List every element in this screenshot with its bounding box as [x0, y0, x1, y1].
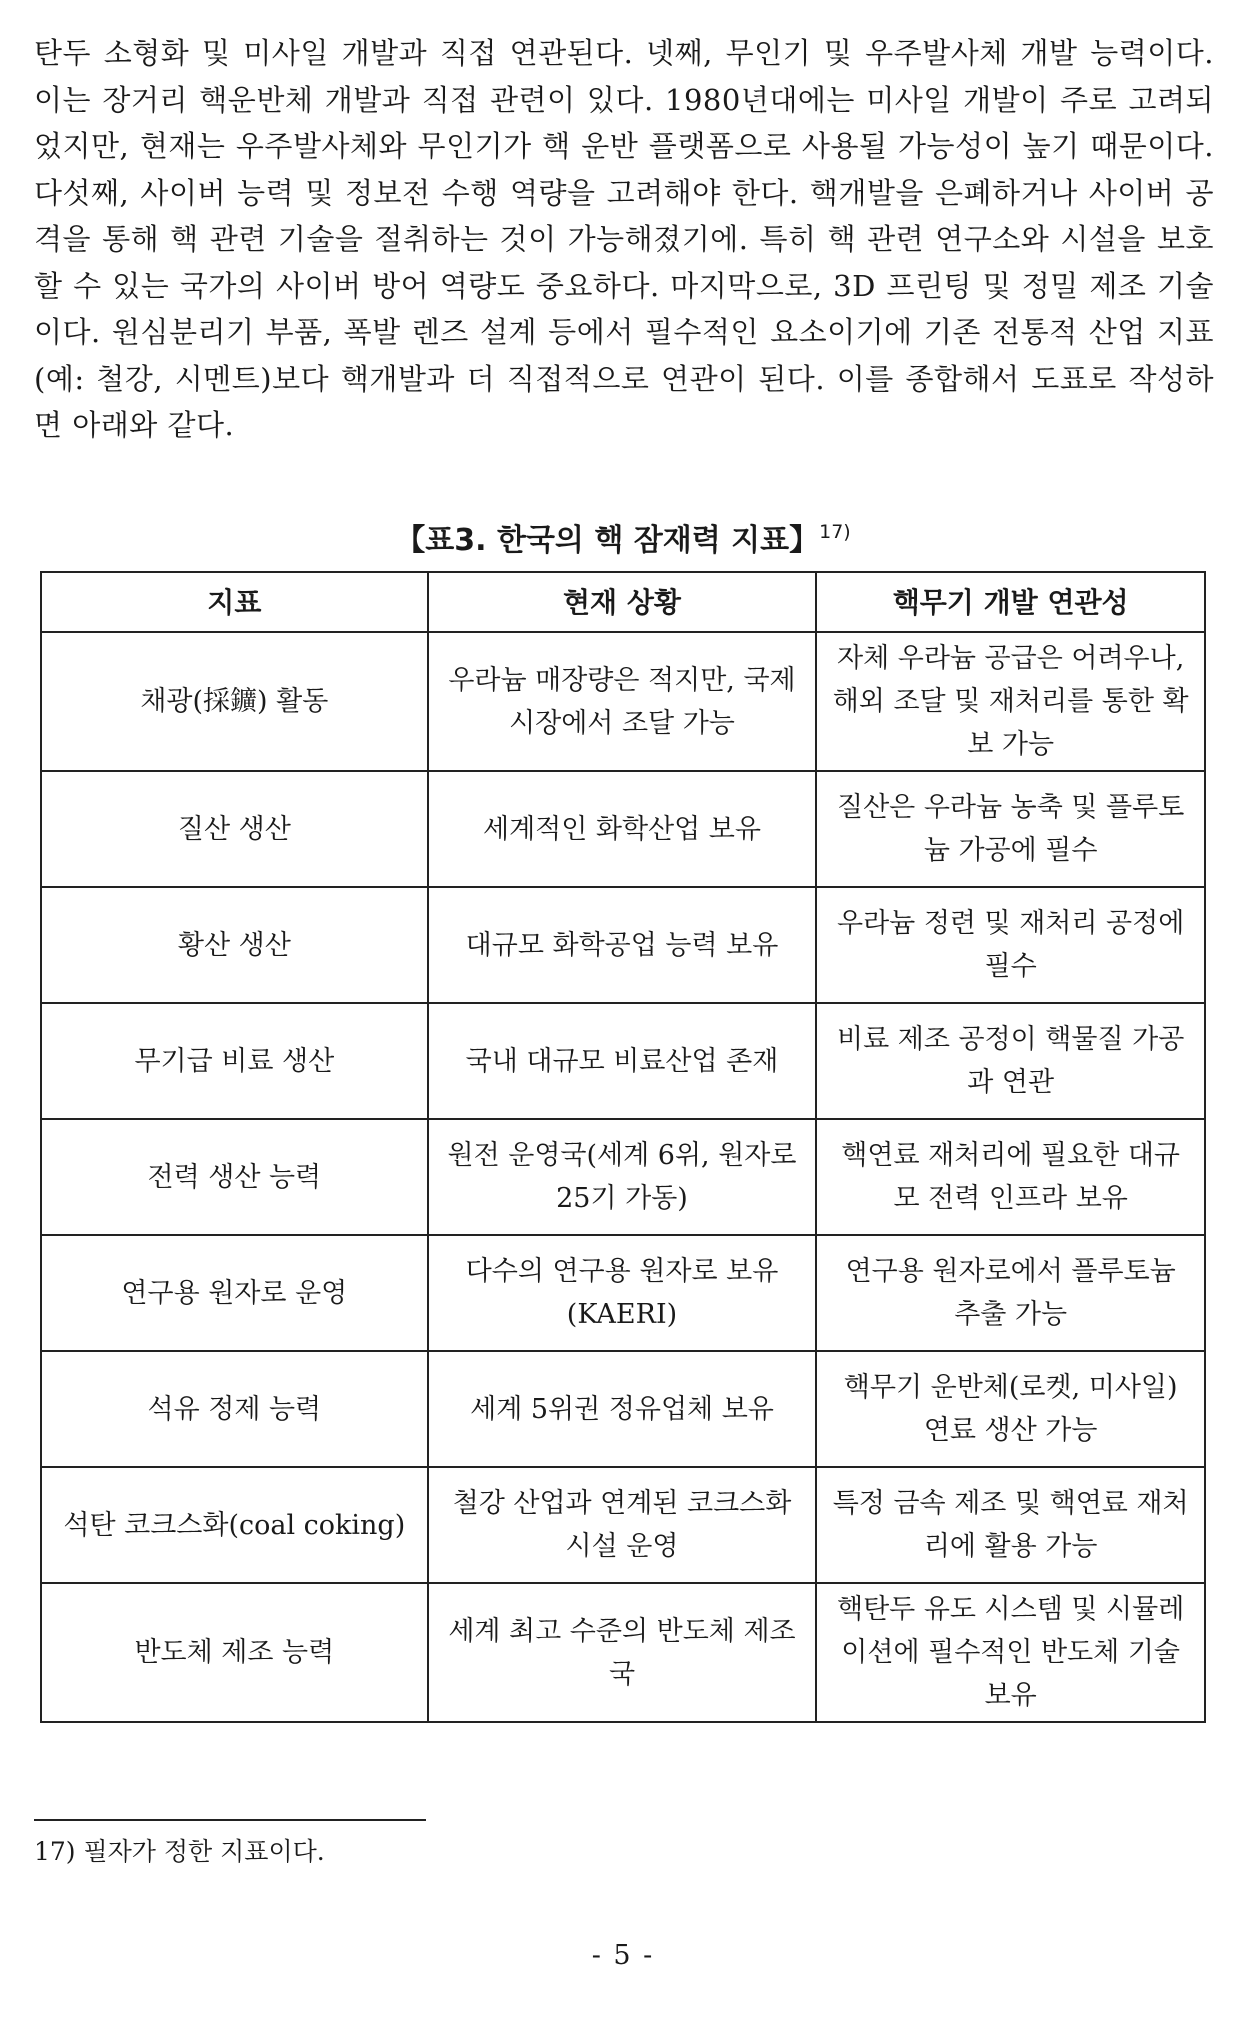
table-caption-text: 【표3. 한국의 핵 잠재력 지표】: [395, 523, 820, 558]
status-cell: 우라늄 매장량은 적지만, 국제 시장에서 조달 가능: [428, 632, 817, 771]
status-cell: 국내 대규모 비료산업 존재: [428, 1003, 817, 1119]
footnote-reference: 17): [819, 521, 851, 543]
indicator-cell: 황산 생산: [41, 887, 428, 1003]
table-row: [41, 1119, 1205, 1235]
indicator-cell: 반도체 제조 능력: [41, 1583, 428, 1722]
table-row: [41, 887, 1205, 1003]
table-row: [41, 632, 1205, 771]
table-row: [41, 1583, 1205, 1722]
table-row: [41, 1003, 1205, 1119]
indicator-cell: 전력 생산 능력: [41, 1119, 428, 1235]
table-header-row: [41, 572, 1205, 632]
page-number: - 5 -: [591, 1940, 655, 1971]
status-cell: 대규모 화학공업 능력 보유: [428, 887, 817, 1003]
status-cell: 세계 최고 수준의 반도체 제조국: [428, 1583, 817, 1722]
header-indicator: 지표: [41, 572, 428, 632]
relevance-cell: 연구용 원자로에서 플루토늄 추출 가능: [816, 1235, 1205, 1351]
status-cell: 다수의 연구용 원자로 보유 (KAERI): [428, 1235, 817, 1351]
status-cell: 원전 운영국(세계 6위, 원자로 25기 가동): [428, 1119, 817, 1235]
status-cell: 세계적인 화학산업 보유: [428, 771, 817, 887]
table-row: [41, 771, 1205, 887]
relevance-cell: 핵연료 재처리에 필요한 대규모 전력 인프라 보유: [816, 1119, 1205, 1235]
relevance-cell: 비료 제조 공정이 핵물질 가공과 연관: [816, 1003, 1205, 1119]
relevance-cell: 자체 우라늄 공급은 어려우나, 해외 조달 및 재처리를 통한 확보 가능: [816, 632, 1205, 771]
status-cell: 세계 5위권 정유업체 보유: [428, 1351, 817, 1467]
indicator-cell: 채광(採鑛) 활동: [41, 632, 428, 771]
indicator-cell: 석유 정제 능력: [41, 1351, 428, 1467]
body-paragraph: 탄두 소형화 및 미사일 개발과 직접 연관된다. 넷째, 무인기 및 우주발사체 개발 능력이다. 이는 장거리 핵운반체 개발과 직접 관련이 있다. 1980년대에는 미사일 개발이 주로 고려되었지만, 현재는 우주발사체와 무인기가 핵 운반 플랫폼으로 사용될 가능성이 높기 때문이다. 다섯째, 사이버 능력 및 정보전 수행 역량을 고려해야 한다. 핵개발을 은폐하거나 사이버 공격을 통해 핵 관련 기술을 절취하는 것이 가능해졌기에. 특히 핵 관련 연구소와 시설을 보호할 수 있는 국가의 사이버 방어 역량도 중요하다. 마지막으로, 3D 프린팅 및 정밀 제조 기술이다. 원심분리기 부품, 폭발 렌즈 설계 등에서 필수적인 요소이기에 기존 전통적 산업 지표(예: 철강, 시멘트)보다 핵개발과 더 직접적으로 연관이 된다. 이를 종합해서 도표로 작성하면 아래와 같다.: [34, 36, 1214, 442]
header-current-status: 현재 상황: [428, 572, 817, 632]
footnote-divider: [34, 1819, 426, 1821]
relevance-cell: 핵탄두 유도 시스템 및 시뮬레이션에 필수적인 반도체 기술 보유: [816, 1583, 1205, 1722]
status-cell: 철강 산업과 연계된 코크스화 시설 운영: [428, 1467, 817, 1583]
table-row: [41, 1351, 1205, 1467]
footnote: 17) 필자가 정한 지표이다.: [34, 1837, 325, 1866]
relevance-cell: 우라늄 정련 및 재처리 공정에 필수: [816, 887, 1205, 1003]
indicator-cell: 연구용 원자로 운영: [41, 1235, 428, 1351]
indicator-cell: 질산 생산: [41, 771, 428, 887]
nuclear-potential-indicators-table: [40, 571, 1206, 1723]
relevance-cell: 질산은 우라늄 농축 및 플루토늄 가공에 필수: [816, 771, 1205, 887]
table-caption: [0, 515, 1246, 559]
indicator-cell: 석탄 코크스화(coal coking): [41, 1467, 428, 1583]
indicator-cell: 무기급 비료 생산: [41, 1003, 428, 1119]
relevance-cell: 핵무기 운반체(로켓, 미사일) 연료 생산 가능: [816, 1351, 1205, 1467]
table-row: [41, 1467, 1205, 1583]
relevance-cell: 특정 금속 제조 및 핵연료 재처리에 활용 가능: [816, 1467, 1205, 1583]
table-row: [41, 1235, 1205, 1351]
header-weapons-relevance: 핵무기 개발 연관성: [816, 572, 1205, 632]
